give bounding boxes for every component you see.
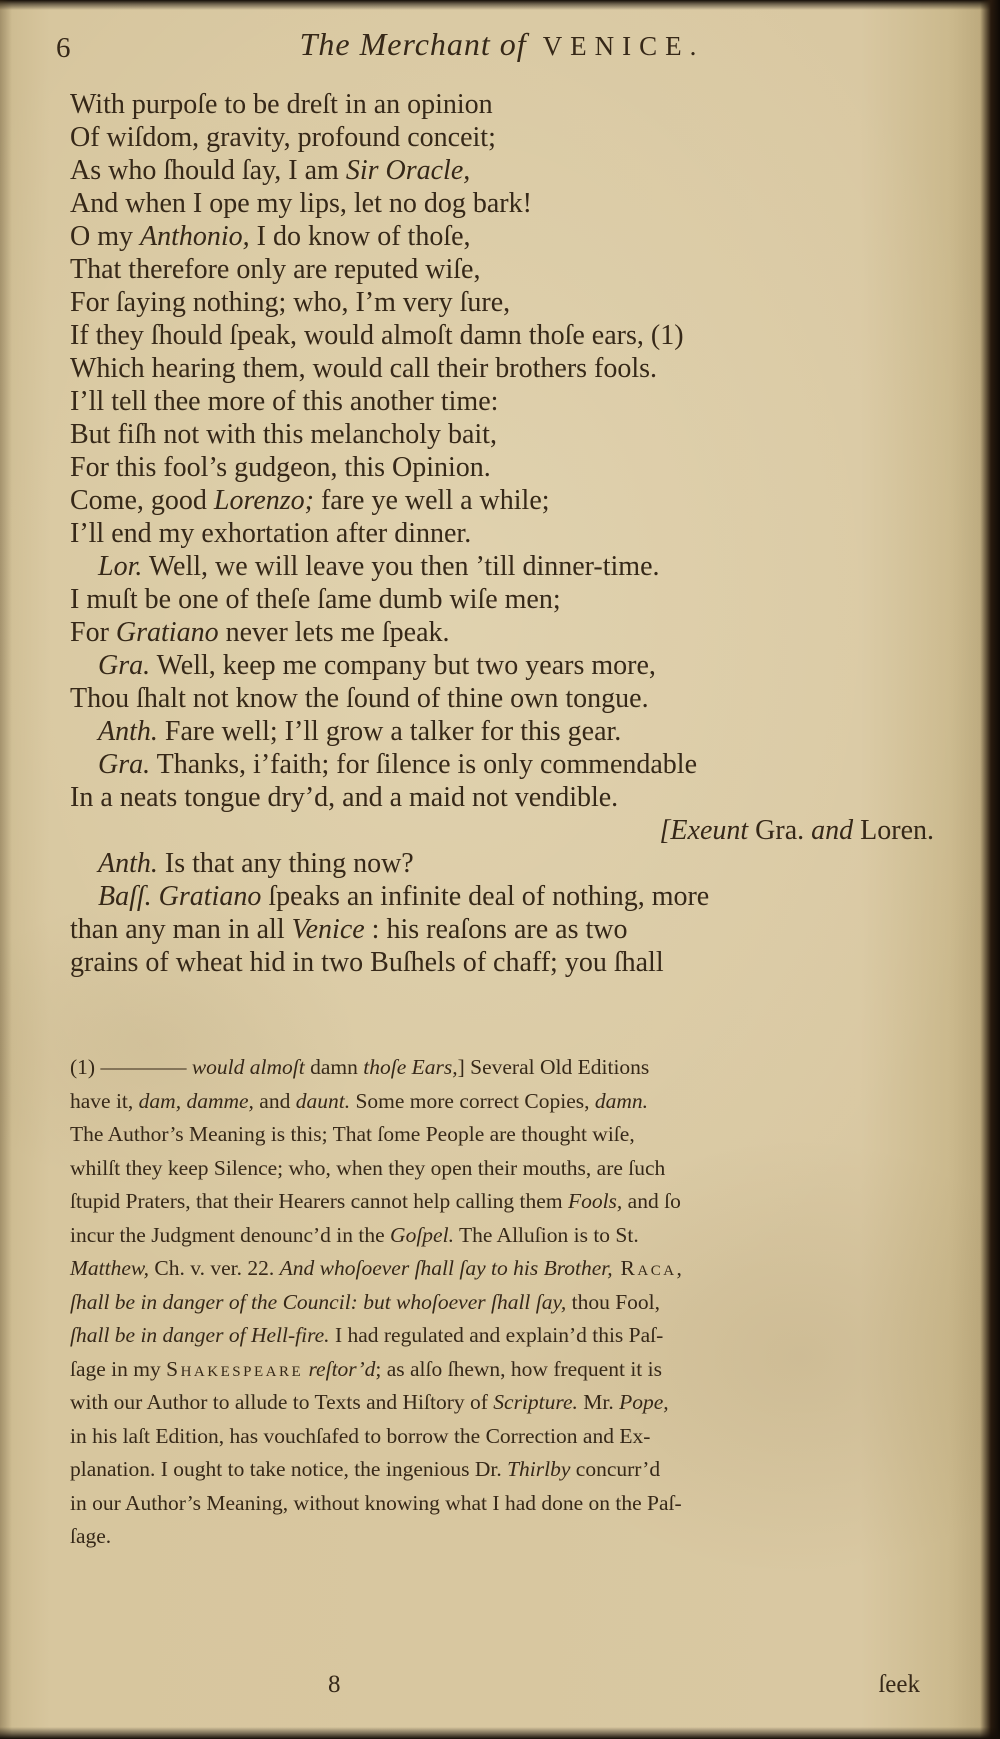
text-segment: Lor. [98,551,143,582]
text-segment: Anth. [98,848,158,879]
text-line [70,418,934,451]
text-segment: Loren. [853,815,934,846]
play-text-block [70,88,934,979]
text-segment: Gra. [748,815,812,846]
text-segment: ſage. [70,1524,112,1548]
text-line [70,748,934,781]
text-line [70,1152,934,1186]
text-line [70,319,934,352]
scan-edge-bottom [0,1727,1000,1739]
text-segment: Shakespeare [166,1356,304,1381]
signature-mark: 8 [328,1671,341,1698]
text-segment: thoſe Ears, [363,1055,458,1079]
text-line [70,1185,934,1219]
text-line [70,946,934,979]
text-segment: in his laſt Edition, has vouchſafed to borrow the Correction and Ex- [70,1423,651,1448]
text-line [70,220,934,253]
text-line [70,814,934,847]
text-segment: and [253,1088,296,1113]
text-segment: (1) ———— [70,1055,192,1079]
text-segment: Anth. [98,716,158,747]
text-segment: ſtupid Praters, that their Hearers cannot help calling them [70,1189,568,1213]
scan-edge-left [0,0,12,1739]
text-line [70,187,934,220]
text-segment: Scripture. [493,1390,578,1414]
text-segment: never lets me ſpeak. [218,617,450,648]
footnote-block [70,1051,934,1554]
scan-edge-top [0,0,1000,10]
text-line [70,1386,934,1420]
text-line [70,517,934,550]
text-segment: Come, good [70,485,214,516]
text-segment: damn [304,1055,364,1079]
text-segment: For ſaying nothing; who, I’m very ſure, [70,287,511,318]
text-segment: Gra. [98,749,151,780]
text-line [70,484,934,517]
text-segment: I had regulated and explain’d this Paſ- [329,1323,664,1347]
text-line [70,286,934,319]
text-segment: planation. I ought to take notice, the ingenious Dr. [70,1457,508,1481]
text-segment: Venice [291,914,365,945]
text-segment: ſpeaks an infinite deal of nothing, more [261,881,710,912]
text-segment: I muſt be one of theſe ſame dumb wiſe men; [70,584,561,615]
text-segment: I’ll end my exhortation after dinner. [70,518,472,549]
text-segment: Ch. v. ver. 22. [149,1256,280,1280]
text-segment: But fiſh not with this melancholy bait, [70,419,497,450]
text-segment: daunt. [295,1088,351,1113]
text-segment: Is that any thing now? [157,848,414,879]
text-segment: The Author’s Meaning is this; That ſome People are thought wiſe, [70,1122,635,1146]
text-segment: ſhall be in danger of the Council: but whoſoever ſhall ſay, [70,1289,567,1314]
text-line [70,1420,934,1454]
scan-edge-right [980,0,1000,1739]
text-line [70,1453,934,1487]
text-line [70,616,934,649]
text-segment: Goſpel. [390,1222,454,1247]
text-line [70,1219,934,1253]
text-segment: whilſt they keep Silence; who, when they open their mouths, are ſuch [70,1155,666,1180]
text-line [70,847,934,880]
text-segment: Some more correct Copies, [350,1088,595,1113]
text-line [70,550,934,583]
text-line [70,715,934,748]
text-segment: ] Several Old Editions [457,1055,650,1079]
text-segment: damn. [594,1088,649,1113]
text-segment: with our Author to allude to Texts and Hiſtory of [70,1390,494,1414]
text-line [70,1487,934,1521]
text-segment: I do know of thoſe, [249,221,471,252]
text-segment: O my [70,221,140,252]
text-line [70,451,934,484]
text-line [70,682,934,715]
text-segment: : his reaſons are as two [364,914,628,945]
text-line [70,1353,934,1387]
running-title [299,26,705,62]
text-segment: Thou ſhalt not know the ſound of thine own tongue. [70,683,649,714]
text-segment: Pope, [619,1390,669,1414]
text-segment: With purpoſe to be dreſt in an opinion [70,89,493,120]
text-segment: Gratiano [115,617,219,648]
text-segment: I’ll tell thee more of this another time: [70,386,499,417]
text-segment: incur the Judgment denounc’d in the [70,1222,391,1247]
text-line [70,121,934,154]
text-line [70,88,934,121]
text-segment: concurr’d [570,1457,661,1481]
text-segment: As who ſhould ſay, I am [70,155,346,186]
text-segment: reſtor’d [308,1356,376,1381]
text-line [70,1051,934,1085]
text-line [70,649,934,682]
text-segment: grains of wheat hid in two Buſhels of chaff; you ſhall [70,947,664,978]
text-line [70,1118,934,1152]
text-segment: In a neats tongue dry’d, and a maid not vendible. [70,782,619,813]
text-line [70,913,934,946]
text-line [70,1520,934,1554]
text-segment: [Exeunt [659,815,749,846]
running-title-name: VENICE. [542,31,705,61]
text-segment: Well, we will leave you then ’till dinner-time. [142,551,660,582]
running-header [56,26,934,74]
text-line [70,583,934,616]
text-segment: Matthew, [70,1256,150,1280]
running-title-prefix: The Merchant of [299,26,527,62]
text-segment: The Alluſion is to St. [453,1222,639,1247]
text-segment: And whoſoever ſhall ſay to his Brother, [279,1256,613,1280]
text-segment: fare ye well a while; [313,485,550,516]
text-segment: ; as alſo ſhewn, how frequent it is [375,1356,662,1381]
text-line [70,1252,934,1286]
text-segment: Well, keep me company but two years more, [150,650,656,681]
text-segment: Lorenzo; [213,485,314,516]
page-footer [70,1671,930,1705]
text-segment: ſhall be in danger of Hell-fire. [70,1323,330,1347]
text-segment: Thirlby [507,1457,571,1481]
text-segment: and ſo [622,1189,681,1213]
text-line [70,781,934,814]
text-line [70,154,934,187]
text-segment: dam, damme, [138,1088,254,1113]
text-line [70,385,934,418]
text-segment: Thanks, i’faith; for ſilence is only commendable [150,749,698,780]
text-segment: For this fool’s gudgeon, this Opinion. [70,452,491,483]
text-segment: Sir Oracle, [345,155,471,186]
text-line [70,352,934,385]
text-segment: Anthonio, [140,221,250,252]
text-line [70,1085,934,1119]
text-segment: That therefore only are reputed wiſe, [70,254,481,285]
text-segment: Which hearing them, would call their brothers fools. [70,353,658,384]
text-line [70,880,934,913]
text-segment: And when I ope my lips, let no dog bark! [70,188,532,219]
text-segment: Raca, [612,1256,685,1280]
text-segment: For [70,617,116,648]
text-segment: ſage in my [70,1356,167,1381]
text-segment: would almoſt [191,1055,305,1079]
text-segment: than any man in all [70,914,292,945]
text-segment: thou Fool, [566,1289,661,1314]
catchword: ſeek [878,1671,920,1698]
text-line [70,253,934,286]
text-segment: Of wiſdom, gravity, profound conceit; [70,122,496,153]
text-segment: Baſſ. Gratiano [98,881,262,912]
text-segment: in our Author’s Meaning, without knowing what I had done on the Paſ- [70,1490,682,1515]
text-segment: have it, [70,1088,139,1113]
text-segment: and [811,815,854,846]
text-segment: Mr. [577,1390,620,1414]
text-line [70,1286,934,1320]
page-number: 6 [56,32,71,64]
text-segment: Fare well; I’ll grow a talker for this gear. [157,716,622,747]
text-segment: Fools, [567,1189,623,1213]
text-segment: If they ſhould ſpeak, would almoſt damn thoſe ears, (1) [70,320,684,351]
text-line [70,1319,934,1353]
text-segment: Gra. [98,650,151,681]
